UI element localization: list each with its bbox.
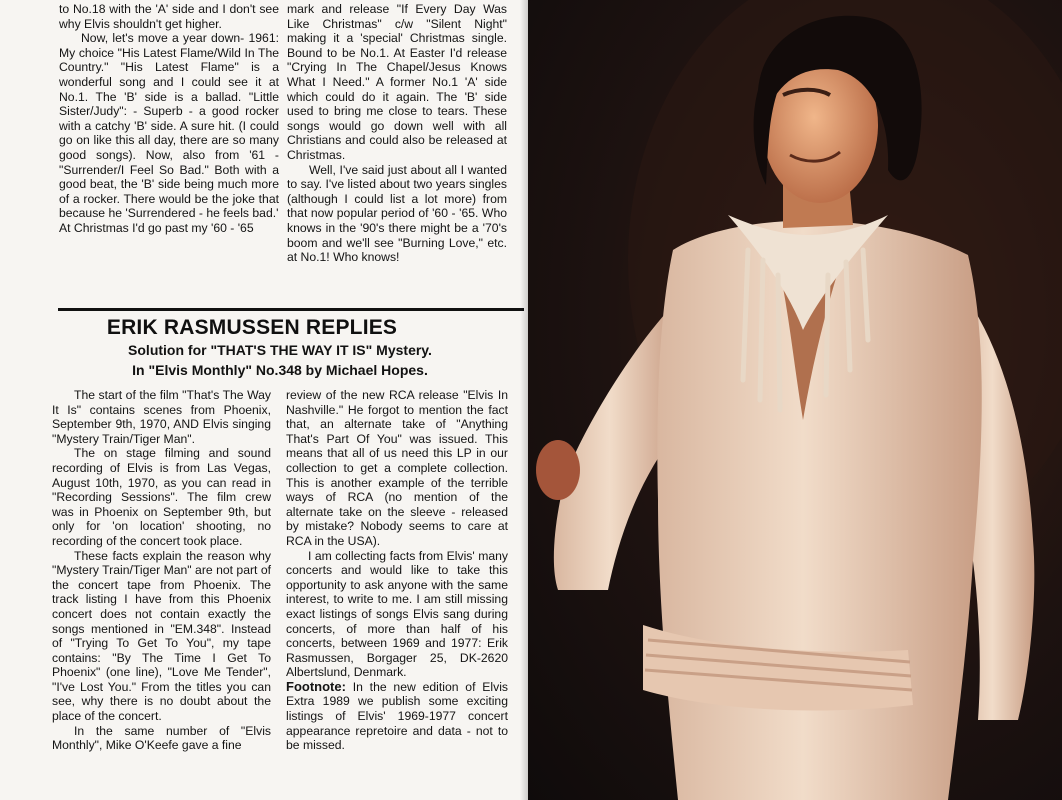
column-bottom-left [52,388,271,753]
article-subheadline: Solution for "THAT'S THE WAY IT IS" Mystery. [128,342,432,358]
column-top-left [59,2,279,236]
paragraph: The on stage filming and sound recording of Elvis is from Las Vegas, August 10th, 1970, as you can read in "Recording Sessions". The film crew was in Phoenix on September 9th, but only for 'on location' shooting, no recording of the concert took place. [52,446,271,548]
paragraph: Well, I've said just about all I wanted to say. I've listed about two years singles (although I could list a lot more) from that now popular period of '60 - '65. Who knows in the '90's there might be a '70's boom and we'll see "Burning Love," etc. at No.1! Who knows! [287,162,507,265]
paragraph: mark and release "If Every Day Was Like Christmas" c/w "Silent Night" making it a 'special' Christmas single. Bound to be No.1. At Easter I'd release "Crying In The Chapel/Jesus Knows What I Need." A former No.1 'A' side which could do it again. The 'B' side used to bring me close to tears. These songs would go down well with all Christians and could also be released at Christmas. [287,2,507,162]
paragraph: The start of the film "That's The Way It Is" contains scenes from Phoenix, September 9th, 1970, AND Elvis singing "Mystery Train/Tiger Man". [52,388,271,446]
paragraph: I am collecting facts from Elvis' many concerts and would like to take this opportunity to ask anyone with the same interest, to write to me. I am still missing exact listings of songs Elvis sang during concerts, of more than half of his concerts, between 1969 and 1977: Erik Rasmussen, Borgager 25, DK-2620 Albertslund, Denmark. [286,548,508,680]
elvis-concert-photo [528,0,1062,800]
article-headline: ERIK RASMUSSEN REPLIES [106,316,398,339]
column-bottom-right [286,388,508,753]
article-subheadline-2: In "Elvis Monthly" No.348 by Michael Hopes. [132,362,428,378]
section-divider [58,308,524,311]
left-page [0,0,528,800]
photo-illustration [528,0,1062,800]
footnote-label: Footnote: [286,678,346,694]
paragraph: In the same number of "Elvis Monthly", Mike O'Keefe gave a fine [52,723,271,753]
paragraph: These facts explain the reason why "Mystery Train/Tiger Man" are not part of the concert tape from Phoenix. The track listing I have from this Phoenix concert does not contain exactly the songs mentioned in "EM.348". Instead of "Trying To Get To You", my tape contains: "By The Time I Get To Phoenix" (one line), "Love Me Tender", "I've Lost You." From the titles you can see, why there is no doubt about the place of the concert. [52,548,271,724]
paragraph: to No.18 with the 'A' side and I don't see why Elvis shouldn't get higher. [59,2,279,31]
column-top-right [287,2,507,265]
footnote [286,680,508,753]
paragraph: Now, let's move a year down- 1961: My choice "His Latest Flame/Wild In The Country." "His Latest Flame" is a wonderful song and I could see it at No.1. The 'B' side is a ballad. "Little Sister/Judy": - Superb - a good rocker with a catchy 'B' side. A sure hit. (I could go on like this all day, there are so many good songs). Now, also from '61 - "Surrender/I Feel So Bad." Both with a good beat, the 'B' side being much more of a rocker. There would be the joke that because he 'Surrendered - he feels bad.' [59,31,279,221]
paragraph: review of the new RCA release "Elvis In Nashville." He forgot to mention the fact that, an alternate take of "Anything That's Part Of You" was issued. This means that all of us need this LP in our collection to get a complete collection. This is another example of the terrible ways of RCA (no mention of the alternate take on the sleeve - released by mistake? Nobody seems to care at RCA in the USA). [286,388,508,548]
paragraph: At Christmas I'd go past my '60 - '65 [59,220,254,235]
footnote-text: In the new edition of Elvis Extra 1989 we publish some exciting listings of Elvis' 1969-1977 concert appearance repretoire and data - not to be missed. [286,679,508,753]
